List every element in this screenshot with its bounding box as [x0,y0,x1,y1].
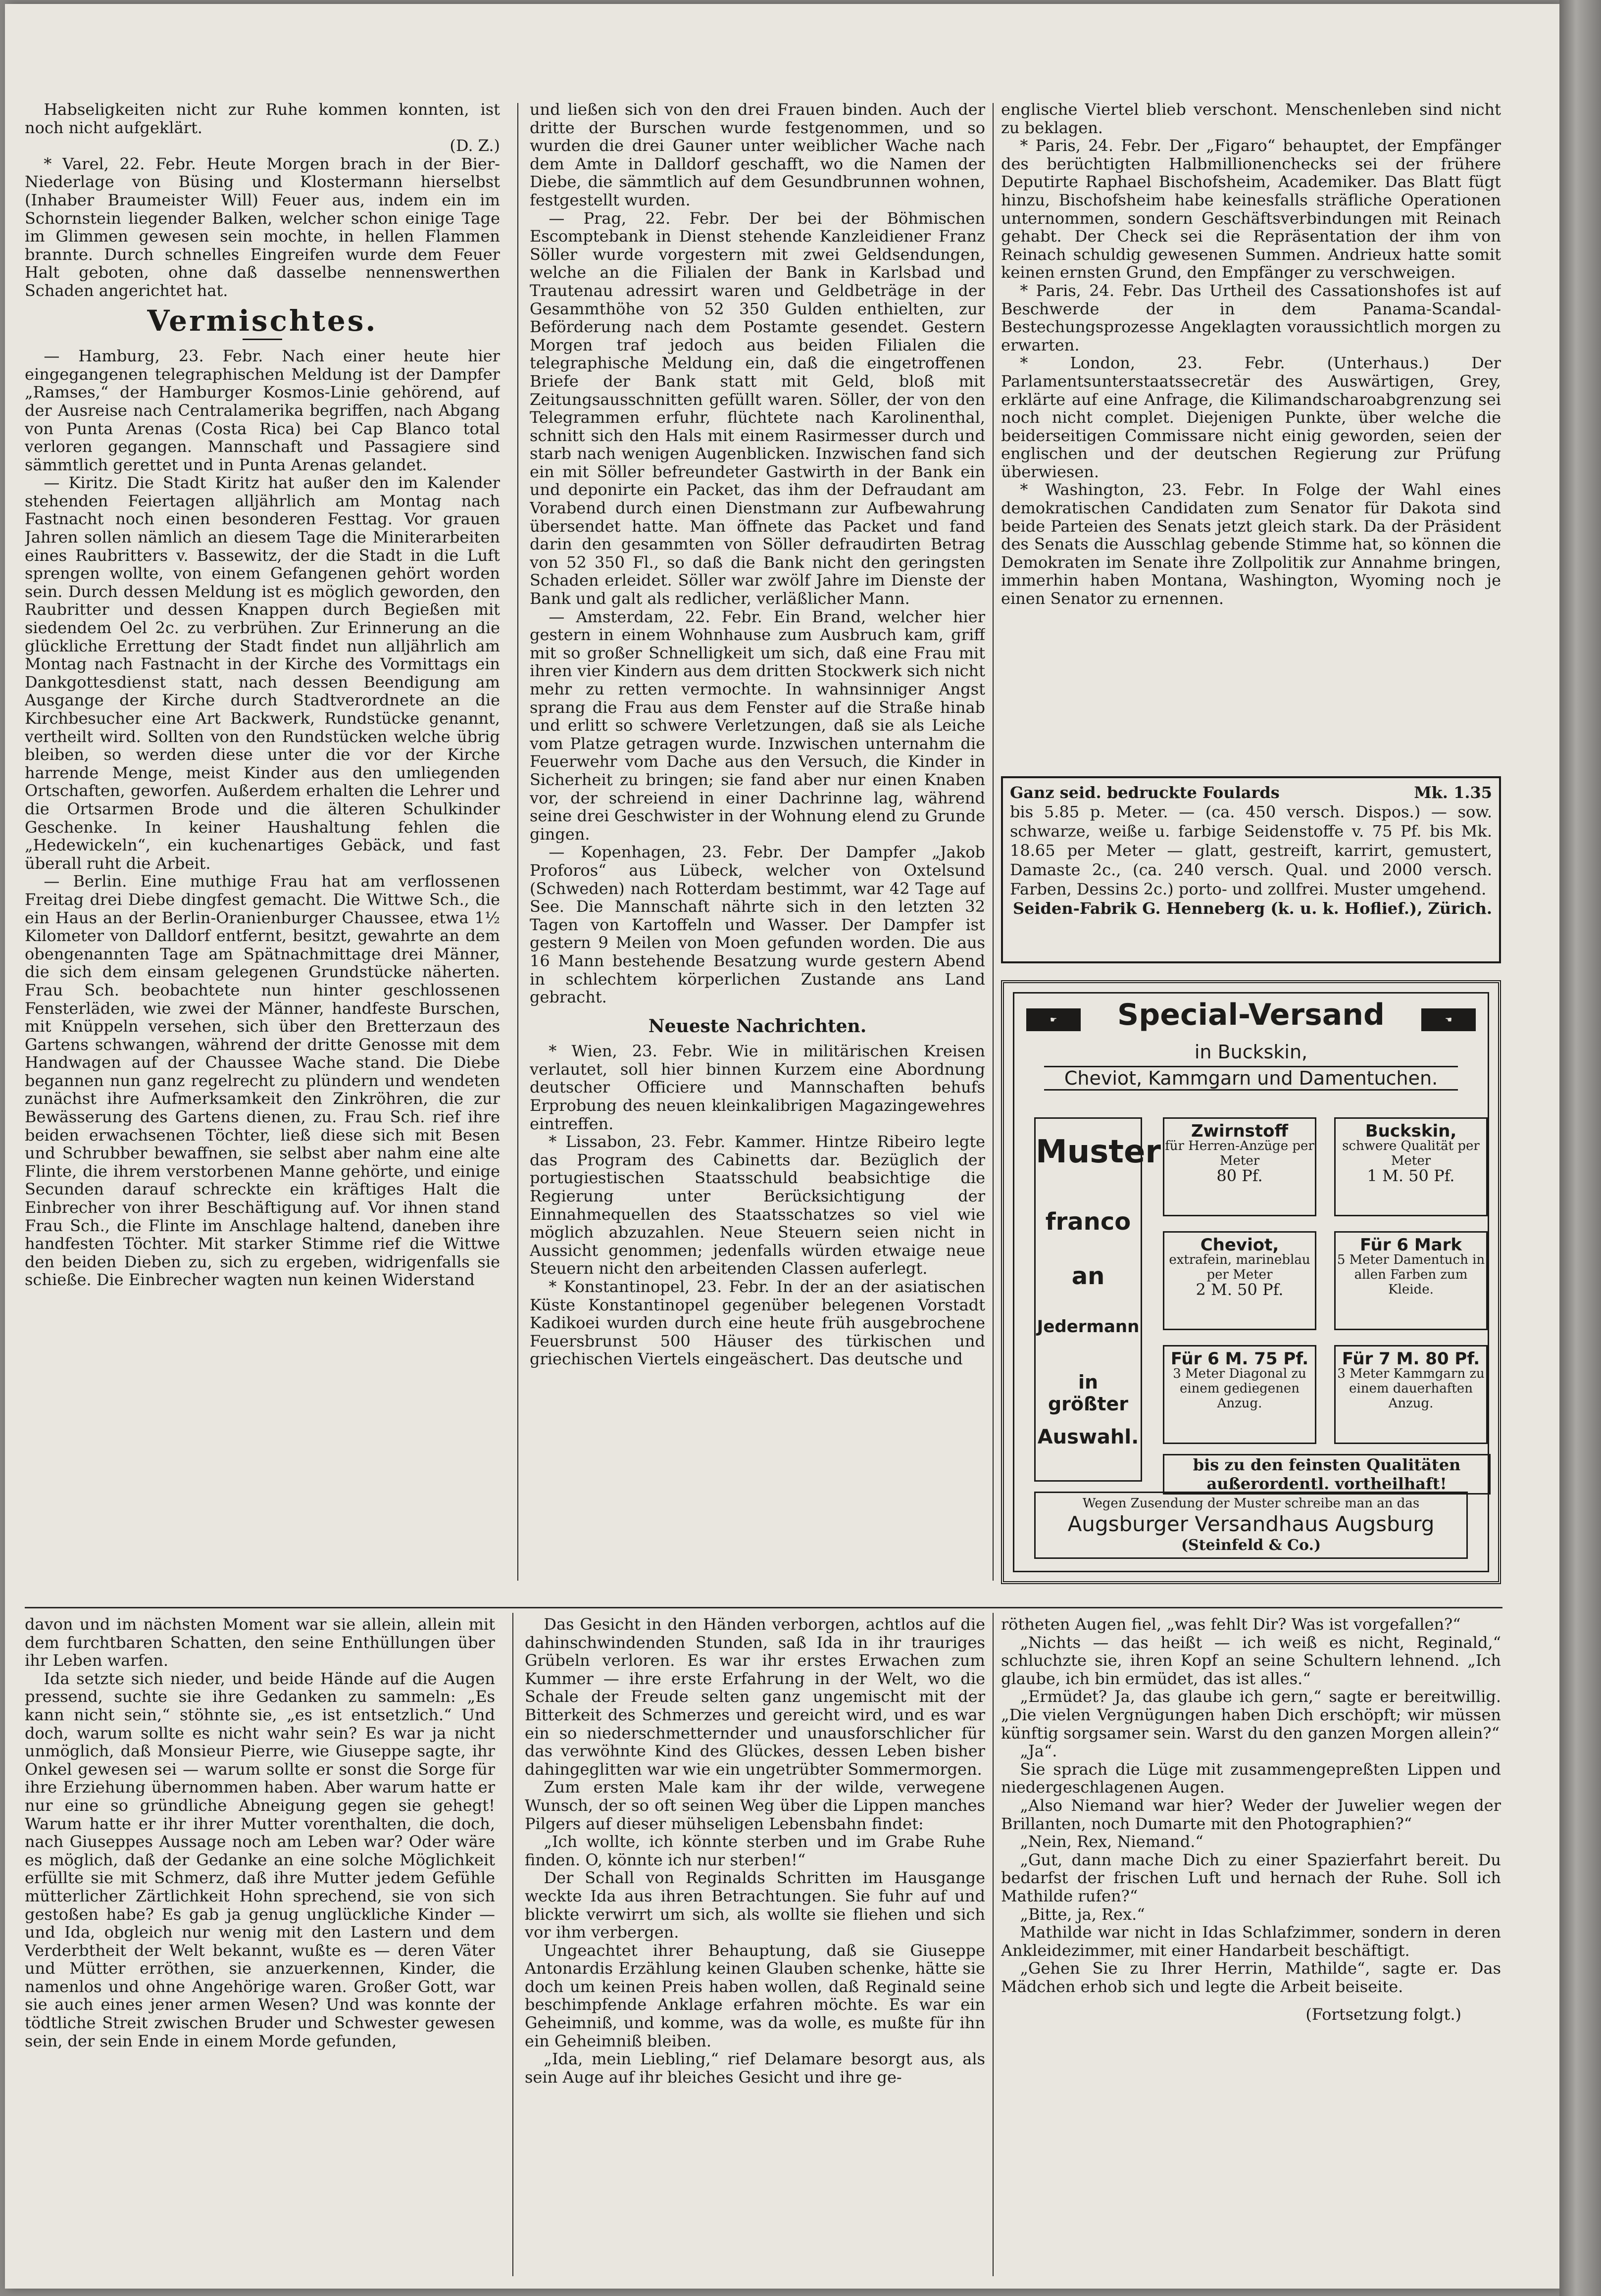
article-paragraph: * Wien, 23. Febr. Wie in militärischen Kreisen verlautet, soll hier binnen Kurzem eine Abordnung deutscher Officiere und Mannschaften behufs Erprobung des neuen kleinkalibrigen Magazingewehres eintreffen. [530,1042,985,1133]
ad-cell-text: extrafein, marineblau per Meter [1169,1252,1310,1282]
ad-cell-title: Cheviot, [1200,1235,1279,1255]
ad-cell [1163,1231,1316,1330]
ad-cell-title: Zwirnstoff [1191,1121,1289,1141]
ad-headline-price: Mk. 1.35 [1414,783,1492,802]
article-paragraph: „Nein, Rex, Niemand.“ [1020,1832,1203,1851]
ad-muster-line: an [1071,1262,1105,1290]
article-paragraph: * Washington, 23. Febr. In Folge der Wahl eines demokratischen Candidaten zum Senator für Dakota sind beide Parteien des Senats jetzt gleich stark. Da der Präsident des Senats die Ausschlag gebende Stimme hat, so können die Demokraten im Senate ihre Zollpolitik zur Annahme bringen, immerhin haben Montana, Washington, Wyoming noch je einen Senator zu ernennen. [1001,480,1501,608]
ad-cell-text: für Herren-Anzüge per Meter [1165,1139,1314,1168]
article-paragraph: „Gut, dann mache Dich zu einer Spazierfahrt bereit. Du bedarfst der frischen Luft und hernach der Ruhe. Soll ich Mathilde rufen?“ [1001,1850,1501,1905]
article-paragraph: „Also Niemand war hier? Weder der Juwelier wegen der Brillanten, noch Dumarte mit den Photographien?“ [1001,1796,1501,1833]
article-paragraph: davon und im nächsten Moment war sie allein, allein mit dem furchtbaren Schatten, den seine Enthüllungen über ihr Leben warfen. [25,1615,495,1670]
ad-footer-line: Wegen Zusendung der Muster schreibe man an das [1082,1496,1420,1511]
column-divider [512,1613,513,2276]
ad-cell-text: 3 Meter Diagonal zu einem gediegenen Anzug. [1173,1366,1306,1411]
continuation-note: (Fortsetzung folgt.) [1305,2005,1461,2024]
feuilleton-column-3 [1001,1615,1501,2279]
article-paragraph: rötheten Augen fiel, „was fehlt Dir? Was ist vorgefallen?“ [1001,1615,1461,1634]
feuilleton-column-2 [525,1615,985,2279]
article-paragraph: — Amsterdam, 22. Febr. Ein Brand, welcher hier gestern in einem Wohnhause zum Ausbruch kam, griff mit so großer Schnelligkeit um sich, daß eine Frau mit ihren vier Kindern aus dem dritten Stockwerk sich nicht mehr zu retten vermochte. In wahnsinniger Angst sprang die Frau aus dem Fenster auf die Straße hinab und erlitt so schwere Verletzungen, daß sie als Leiche vom Platze getragen wurde. Inzwischen unternahm die Feuerwehr vom Dache aus den Versuch, die Kinder in Sicherheit zu bringen; sie fand aber nur einen Knaben vor, der schreiend in einer Dachrinne lag, während seine drei Geschwister in der Wohnung elend zu Grunde gingen. [530,607,985,844]
section-heading-vermischtes: Vermischtes. [147,303,378,338]
ad-subtitle-2: Cheviot, Kammgarn und Damentuchen. [1044,1066,1458,1091]
section-heading-neueste-nachrichten: Neueste Nachrichten. [648,1015,867,1037]
ad-inner-frame [1013,992,1489,1572]
pointing-hand-icon: ☛ [1026,1008,1081,1031]
ad-cell [1334,1345,1488,1444]
ad-headline [1010,783,1492,802]
article-paragraph: Habseligkeiten nicht zur Ruhe kommen konnten, ist noch nicht aufgeklärt. [25,100,500,137]
feuilleton-column-1 [25,1615,495,2279]
ad-muster-line: Auswahl. [1037,1426,1139,1448]
ad-footer-line: (Steinfeld & Co.) [1181,1537,1321,1554]
article-paragraph: „Bitte, ja, Rex.“ [1020,1904,1145,1924]
article-paragraph: Ungeachtet ihrer Behauptung, daß sie Giuseppe Antonardis Erzählung keinen Glauben schenke, hätte sie doch um keinen Preis haben wollen, daß Reginald seine beschimpfende Anklage erfahren möchte. Es war ein Geheimniß, und komme, was da wolle, es mußte für ihn ein Geheimniß bleiben. [525,1941,985,2050]
article-paragraph: „Ermüdet? Ja, das glaube ich gern,“ sagte er bereitwillig. „Die vielen Vergnügungen haben Dich erschöpft; wir müssen künftig sorgsamer sein. Warst du den ganzen Morgen allein?“ [1001,1687,1501,1743]
article-paragraph: Das Gesicht in den Händen verborgen, achtlos auf die dahinschwindenden Stunden, saß Ida in ihr trauriges Grübeln verloren. Es war ihr erstes Erwachen zum Kummer — ihre erste Erfahrung in der Welt, wo die Schale der Freude selten ganz ungemischt mit der Bitterkeit des Schmerzes und gereicht wird, und es war ein so niederschmetternder und unausforschlicher für das verwöhnte Kind des Glückes, dessen Leben bisher dahingeglitten war wie ein ungetrübter Sommermorgen. [525,1615,985,1779]
ad-cell-text: 3 Meter Kammgarn zu einem dauerhaften Anzug. [1337,1366,1485,1411]
article-paragraph: — Prag, 22. Febr. Der bei der Böhmischen Escomptebank in Dienst stehende Kanzleidiener Franz Söller wurde vorgestern mit zwei Geldsendungen, welche an die Filialen der Bank in Karlsbad und Trautenau adressirt waren und Geldbeträge in der Gesammthöhe von 52 350 Gulden enthielten, zur Beförderung nach dem Postamte gesendet. Gestern Morgen traf jedoch aus beiden Filialen die telegraphische Meldung ein, daß die eingetroffenen Briefe der Bank statt mit Geld, bloß mit Zeitungsausschnitten gefüllt waren. Söller, der von den Telegrammen erfuhr, flüchtete nach Karolinenthal, schnitt sich den Hals mit einem Rasirmesser durch und starb nach wenigen Augenblicken. Inzwischen fand sich ein mit Söller befreundeter Gastwirth in der Bank ein und deponirte ein Packet, das ihm der Defraudant am Vorabend durch einen Dienstmann zur Aufbewahrung übersendet hatte. Man öffnete das Packet und fand darin den gesammten von Söller defraudirten Betrag von 52 350 Fl., so daß die Bank nicht den geringsten Schaden erleidet. Söller war zwölf Jahre im Dienste der Bank und galt als redlicher, verläßlicher Mann. [530,208,985,608]
article-paragraph: „Nichts — das heißt — ich weiß es nicht, Reginald,“ schluchzte sie, ihren Kopf an seine Schultern lehnend. „Ich glaube, ich bin ermüdet, das ist alles.“ [1001,1633,1501,1688]
ad-cell-title: Buckskin, [1365,1121,1457,1141]
ad-cell-price: 1 M. 50 Pf. [1367,1166,1455,1185]
article-paragraph: * London, 23. Febr. (Unterhaus.) Der Parlamentsunterstaatssecretär des Auswärtigen, Grey, erklärte auf eine Anfrage, die Kilimandscharoabgrenzung sei noch nicht complet. Diejenigen Punkte, über welche die beiderseitigen Commissare nicht einig geworden, seien der englischen und der deutschen Regierung zur Prüfung überwiesen. [1001,353,1501,481]
article-paragraph: Der Schall von Reginalds Schritten im Hausgange weckte Ida aus ihren Betrachtungen. Sie fuhr auf und blickte verwirrt um sich, als wollte sie fliehen und sich vor ihm verbergen. [525,1868,985,1942]
ad-cell-price: 80 Pf. [1216,1166,1263,1185]
ad-muster-line: Muster [1036,1134,1161,1170]
ad-quality-line: außerordentl. vortheilhaft! [1206,1474,1447,1493]
column-divider [993,103,994,1581]
heading-rule [243,339,282,340]
ad-cell [1334,1117,1488,1216]
article-paragraph: „Ida, mein Liebling,“ rief Delamare besorgt aus, als sein Auge auf ihr bleiches Gesicht und ihre ge- [525,2049,985,2087]
ad-firm-text: Seiden-Fabrik G. Henneberg (k. u. k. Hoflief.), Zürich. [1012,899,1492,918]
article-paragraph: * Paris, 24. Febr. Das Urtheil des Cassationshofes ist auf Beschwerde der in dem Panama-Scandal-Bestechungsprozesse Angeklagten voraussichtlich morgen zu erwarten. [1001,281,1501,354]
article-paragraph: — Kopenhagen, 23. Febr. Der Dampfer „Jakob Proforos“ aus Lübeck, welcher von Oxtelsund (Schweden) nach Rotterdam bestimmt, war 42 Tage auf See. Die Mannschaft nährte sich in den letzten 32 Tagen von Kartoffeln und Wasser. Der Dampfer ist gestern 9 Meilen von Moen gefunden worden. Die aus 16 Mann bestehende Besatzung wurde gestern Abend in schlechtem körperlichen Zustande ans Land gebracht. [530,843,985,1007]
ad-subtitle-1: in Buckskin, [1194,1041,1308,1063]
column-top-left [25,100,500,1573]
ad-quality-line: bis zu den feinsten Qualitäten [1193,1455,1461,1474]
ad-body: bis 5.85 p. Meter. — (ca. 450 versch. Dispos.) — sow. schwarze, weiße u. farbige Seidenstoffe v. 75 Pf. bis Mk. 18.65 per Meter — glatt, gestreift, karrirt, gemustert, Damaste 2c., (ca. 240 versch. Qual. und 2000 versch. Farben, Dessins 2c.) porto- und zollfrei. Muster umgehend. [1010,802,1492,898]
article-paragraph: Ida setzte sich nieder, und beide Hände auf die Augen pressend, suchte sie ihre Gedanken zu sammeln: „Es kann nicht sein,“ stöhnte sie, „es ist entsetzlich.“ Und doch, warum sollte es nicht wahr sein? Es war ja nicht unmöglich, daß Monsieur Pierre, wie Giuseppe sagte, ihr Onkel gewesen sei — warum sollte er sonst die Sorge für ihre Erziehung übernommen haben. Aber warum hatte er nur eine so gründliche Abneigung gegen sie gehegt! Warum hatte er ihr ihrer Mutter vorenthalten, die doch, nach Giuseppes Aussage noch am Leben war? Oder wäre es möglich, daß der Gedanke an eine solche Möglichkeit erfüllte sie mit Schmerz, daß ihre Mutter jedem Gefühle mütterlicher Zärtlichkeit Hohn sprechend, sie von sich gestoßen habe? Es gab ja genug unglückliche Kinder — und Ida, obgleich nur wenig mit den Lastern und dem Verderbtheit der Welt bekannt, wußte es — deren Väter und Mütter erröthen, sie anzuerkennen, Kinder, die namenlos und ohne Angehörige waren. Großer Gott, war sie auch eines jener armen Wesen? Und was konnte der tödtliche Streit zwischen Bruder und Schwester gewesen sein, der sein Ende in einem Morde gefunden, [25,1669,495,2050]
ad-quality-box [1163,1454,1491,1495]
ad-headline-text: Ganz seid. bedruckte Foulards [1010,783,1280,802]
column-top-middle [530,100,985,1573]
ad-cell [1334,1231,1488,1330]
ad-muster-line: Jedermann [1037,1317,1140,1337]
article-paragraph: „Ich wollte, ich könnte sterben und im Grabe Ruhe finden. O, könnte ich nur sterben!“ [525,1832,985,1869]
article-paragraph: Zum ersten Male kam ihr der wilde, verwegene Wunsch, der so oft seinen Weg über die Lippen manches Pilgers auf dieser mühseligen Lebensbahn findet: [525,1778,985,1833]
ad-cell-text: 5 Meter Damentuch in allen Farben zum Kleide. [1337,1252,1485,1297]
article-paragraph: — Hamburg, 23. Febr. Nach einer heute hier eingegangenen telegraphischen Meldung ist der Dampfer „Ramses,“ der Hamburger Kosmos-Linie gehörend, auf der Ausreise nach Centralamerika begriffen, nach Abgang von Punta Arenas (Costa Rica) bei Cap Blanco total verloren gegangen. Mannschaft und Passagiere sind sämmtlich gerettet und in Punta Arenas gelandet. [25,347,500,474]
newspaper-page [5,4,1559,2289]
ad-muster-line: franco [1045,1208,1131,1236]
ad-title: Special-Versand [1117,998,1385,1032]
ad-cell [1163,1117,1316,1216]
feuilleton-separator [25,1607,1502,1608]
article-paragraph: Mathilde war nicht in Idas Schlafzimmer, sondern in deren Ankleidezimmer, mit einer Handarbeit beschäftigt. [1001,1923,1501,1960]
article-paragraph: * Lissabon, 23. Febr. Kammer. Hintze Ribeiro legte das Program des Cabinetts dar. Bezüglich der portugiestischen Staatsschuld beabsichtige die Regierung unter Berücksichtigung der Einnahmequellen des Staatsschatzes so viel wie möglich abzuzahlen. Neue Steuern seien nicht in Aussicht genommen; jedenfalls würden etwaige neue Steuern nicht den arbeitenden Classen auferlegt. [530,1132,985,1278]
ad-cell-title: Für 6 Mark [1360,1235,1462,1255]
ad-muster-box [1034,1117,1161,1482]
article-paragraph: „Gehen Sie zu Ihrer Herrin, Mathilde“, sagte er. Das Mädchen erhob sich und legte die Arbeit beiseite. [1001,1959,1501,1996]
column-top-right [1001,100,1501,764]
column-divider [993,1613,994,2276]
ad-firm [1010,899,1492,918]
ad-footer [1034,1492,1468,1559]
article-paragraph: — Berlin. Eine muthige Frau hat am verflossenen Freitag drei Diebe dingfest gemacht. Die Wittwe Sch., die ein Haus an der Berlin-Oranienburger Chaussee, etwa 1½ Kilometer von Dalldorf entfernt, besitzt, gewahrte an dem obengenannten Tage am Spätnachmittage drei Männer, die sich dem einsam gelegenen Grundstücke näherten. Frau Sch. beobachtete nun hinter geschlossenen Fensterläden, wie zwei der Männer, handfeste Burschen, mit Knüppeln versehen, sich über den Bretterzaun des Gartens schwangen, während der dritte Genosse mit dem Handwagen auf der Chaussee Wache stand. Die Diebe begannen nun ganz regelrecht zu plündern und wendeten zunächst ihre Aufmerksamkeit den Zinkröhren, die zur Bewässerung des Gartens dienen, zu. Frau Sch. rief ihre beiden erwachsenen Töchter, ließ diese sich mit Besen und Schrubber bewaffnen, sie selbst aber nahm eine alte Flinte, die ihrem verstorbenen Manne gehörte, und einige Secunden darauf schreckte ein kräftiges Halt die Einbrecher von ihrer Beschäftigung auf. Vor ihnen stand Frau Sch., die Flinte im Anschlage haltend, daneben ihre handfesten Töchter. Mit starker Stimme rief die Wittwe den beiden Dieben zu, sich zu ergeben, widrigenfalls sie schieße. Die Einbrecher wagten nun keinen Widerstand [25,872,500,1290]
article-paragraph: Sie sprach die Lüge mit zusammengepreßten Lippen und niedergeschlagenen Augen. [1001,1759,1501,1797]
article-paragraph: — Kiritz. Die Stadt Kiritz hat außer den im Kalender stehenden Feiertagen alljährlich am Montag nach Fastnacht noch einen besonderen Festtag. Vor grauen Jahren sollen nämlich an diesem Tage die Miniterarbeiten eines Raubritters v. Bassewitz, der die Stadt in die Luft sprengen wollte, von einem Gefangenen gehört worden sein. Durch dessen Meldung ist es möglich geworden, den Raubritter und dessen Knappen durch Begießen mit siedendem Oel 2c. zu verbrühen. Zur Erinnerung an die glückliche Errettung der Stadt findet nun alljährlich am Montag nach Fastnacht in der Kirche des Vormittags ein Dankgottesdienst statt, nach dessen Beendigung am Ausgange der Kirche durch Stadtverordnete an die Kirchbesucher eine Art Backwerk, Rundstücke genannt, vertheilt wird. Sollten von den Rundstücken welche übrig bleiben, so werden diese unter die vor der Kirche harrende Menge, meist Kinder aus den umliegenden Ortschaften, geworfen. Außerdem erhalten die Lehrer und die Ortsarmen Brode und die älteren Schulkinder Geschenke. In keiner Haushaltung fehlen die „Hedewickeln“, ein kuchenartiges Gebäck, und fast überall ruht die Arbeit. [25,473,500,873]
article-paragraph: und ließen sich von den drei Frauen binden. Auch der dritte der Burschen wurde festgenommen, und so wurden die drei Gauner unter weiblicher Wache nach dem Amte in Dalldorf geschafft, wo die Namen der Diebe, die sämmtlich auf dem Gesundbrunnen wohnen, festgestellt wurden. [530,100,985,209]
article-paragraph: englische Viertel blieb verschont. Menschenleben sind nicht zu beklagen. [1001,100,1501,137]
article-paragraph: * Paris, 24. Febr. Der „Figaro“ behauptet, der Empfänger des berüchtigten Halbmillionenchecks sei der frühere Deputirte Raphael Bischofsheim, Academiker. Das Blatt fügt hinzu, Bischofsheim habe keinesfalls sträfliche Operationen unternommen, sondern Geschäftsverbindungen mit Reinach gehabt. Der Check sei die Repräsentation der ihm von Reinach schuldig gewesenen Summen. Andrieux hatte somit keinen ernsten Grund, den Empfänger zu verschweigen. [1001,136,1501,282]
article-paragraph: * Varel, 22. Febr. Heute Morgen brach in der Bier-Niederlage von Büsing und Klostermann hierselbst (Inhaber Braumeister Will) Feuer aus, indem ein im Schornstein liegender Balken, welcher schon einige Tage im Glimmen gewesen sein mochte, in hellen Flammen brannte. Durch schnelles Eingreifen wurde dem Feuer Halt geboten, ohne daß dasselbe nennenswerthen Schaden angerichtet hat. [25,154,500,300]
ad-footer-company: Augsburger Versandhaus Augsburg [1067,1512,1435,1536]
article-signature: (D. Z.) [450,136,500,155]
ad-muster-line: in größter [1048,1371,1129,1415]
advertisement-seidenstoffe [1001,776,1501,963]
ad-cell-price: 2 M. 50 Pf. [1196,1280,1284,1299]
advertisement-special-versand [1001,980,1501,1584]
article-paragraph: * Konstantinopel, 23. Febr. In der an der asiatischen Küste Konstantinopel gegenüber belegenen Vorstadt Kadikoei wurden durch eine heute früh ausgebrochene Feuersbrunst 500 Häuser des türkischen und griechischen Viertels eingeäschert. Das deutsche und [530,1277,985,1369]
pointing-hand-icon: ☚ [1421,1008,1476,1031]
ad-cell [1163,1345,1316,1444]
page-edge [1559,0,1601,2296]
article-paragraph: „Ja“. [1020,1742,1057,1761]
ad-cell-title: Für 6 M. 75 Pf. [1170,1349,1309,1369]
ad-cell-text: schwere Qualität per Meter [1342,1139,1480,1168]
ad-cell-title: Für 7 M. 80 Pf. [1342,1349,1480,1369]
column-divider [517,103,518,1581]
